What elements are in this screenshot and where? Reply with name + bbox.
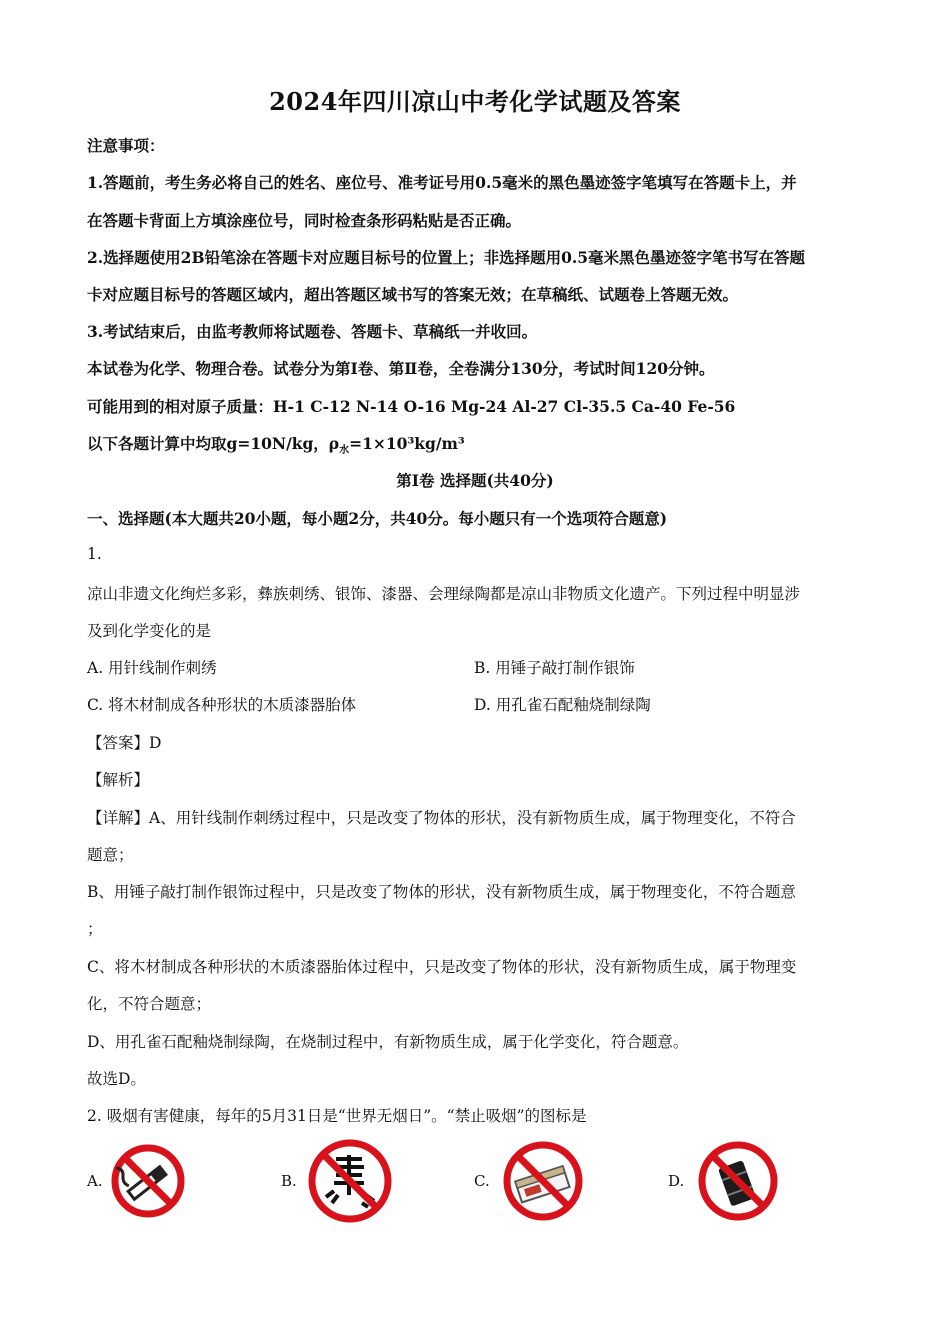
no-smoking-cigarette-icon: [110, 1143, 186, 1223]
page-title: 2024年四川凉山中考化学试题及答案: [269, 87, 681, 116]
question-1-detail-b-line-1: B、用锤子敲打制作银饰过程中，只是改变了物体的形状，没有新物质生成，属于物理变化，不符合题意: [87, 883, 796, 901]
constants-suffix: =1×10³kg/m³: [349, 434, 465, 453]
question-2-option-c-label: C.: [474, 1172, 490, 1190]
notice-heading: 注意事项：: [87, 136, 165, 155]
constants-subscript: 水: [339, 445, 350, 457]
question-1-number: 1.: [87, 545, 102, 563]
question-2-option-a-label: A.: [87, 1172, 103, 1190]
paper-info: 本试卷为化学、物理合卷。试卷分为第Ⅰ卷、第Ⅱ卷，全卷满分130分，考试时间120分钟。: [87, 359, 715, 378]
question-2-option-d-label: D.: [668, 1172, 685, 1190]
question-1-answer: 【答案】D: [87, 734, 162, 752]
question-1-analysis-label: 【解析】: [87, 771, 150, 789]
question-1-option-a: A. 用针线制作刺绣: [87, 659, 217, 677]
question-1-detail-b-line-2: ；: [87, 920, 103, 938]
question-1-conclusion: 故选D。: [87, 1070, 146, 1088]
notice-item-1-line-1: 1.答题前，考生务必将自己的姓名、座位号、准考证号用0.5毫米的黑色墨迹签字笔填写在答题卡上，并: [87, 173, 797, 192]
notice-item-2-line-1: 2.选择题使用2B铅笔涂在答题卡对应题目标号的位置上；非选择题用0.5毫米黑色墨迹签字笔书写在答题: [87, 248, 806, 267]
part-heading: 一、选择题(本大题共20小题，每小题2分，共40分。每小题只有一个选项符合题意): [87, 509, 668, 528]
section-heading: 第Ⅰ卷 选择题(共40分): [396, 471, 554, 490]
question-2-stem: 2. 吸烟有害健康，每年的5月31日是“世界无烟日”。“禁止吸烟”的图标是: [87, 1107, 587, 1125]
question-2-option-b-label: B.: [281, 1172, 297, 1190]
question-1-detail-c-line-2: 化，不符合题意；: [87, 995, 212, 1013]
notice-item-2-line-2: 卡对应题目标号的答题区域内，超出答题区域书写的答案无效；在草稿纸、试题卷上答题无效。: [87, 285, 739, 304]
question-1-option-c: C. 将木材制成各种形状的木质漆器胎体: [87, 696, 357, 714]
no-oil-barrel-icon: [696, 1139, 780, 1227]
question-1-option-d: D. 用孔雀石配釉烧制绿陶: [474, 696, 651, 714]
question-1-detail-d: D、用孔雀石配釉烧制绿陶，在烧制过程中，有新物质生成，属于化学变化，符合题意。: [87, 1033, 689, 1051]
no-firecrackers-icon: [306, 1137, 394, 1229]
no-matches-icon: [501, 1139, 585, 1227]
question-1-detail-c-line-1: C、将木材制成各种形状的木质漆器胎体过程中，只是改变了物体的形状，没有新物质生成，属于物理变: [87, 958, 797, 976]
constants: [87, 432, 867, 456]
question-1-option-b: B. 用锤子敲打制作银饰: [474, 659, 635, 677]
question-1-detail-line-2: 题意；: [87, 846, 134, 864]
notice-item-3: 3.考试结束后，由监考教师将试题卷、答题卡、草稿纸一并收回。: [87, 322, 538, 341]
question-1-detail-line-1: 【详解】A、用针线制作刺绣过程中，只是改变了物体的形状，没有新物质生成，属于物理变化，不符合: [87, 809, 796, 827]
constants-prefix: 以下各题计算中均取g=10N/kg，ρ: [87, 434, 340, 453]
notice-item-1-line-2: 在答题卡背面上方填涂座位号，同时检查条形码粘贴是否正确。: [87, 211, 522, 230]
question-1-stem-line-1: 凉山非遗文化绚烂多彩，彝族刺绣、银饰、漆器、会理绿陶都是凉山非物质文化遗产。下列过程中明显涉: [87, 585, 801, 603]
question-1-stem-line-2: 及到化学变化的是: [87, 622, 212, 640]
atomic-masses: 可能用到的相对原子质量：H-1 C-12 N-14 O-16 Mg-24 Al-27 Cl-35.5 Ca-40 Fe-56: [87, 397, 736, 416]
